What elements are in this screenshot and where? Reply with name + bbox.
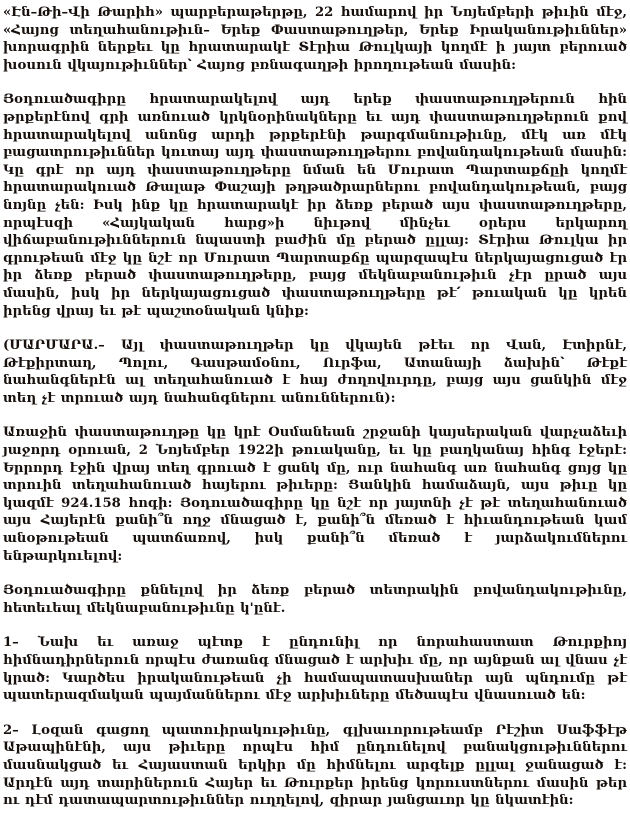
paragraph-marmara-editorial-note: (ՄԱՐՄԱՐԱ.– Այլ փաստաթուղթեր կը վկայեն թէեւ որ Վան, Էտիրնէ, Թէքիրտաղ, Պոլու, Գասթամօնու, Ուրֆա, Ատանայի ձախին՝ Թէքէ նահանգներէն ալ տեղահանուած է հայ ժողովուրդը, բայց այս ցանկին մէջ տեղ չէ տրուած այդ նահանգներու անուններուն): xyxy=(3,338,627,406)
paragraph-point-1: 1– Նախ եւ առաջ պէտք է ընդունիլ որ նորահաստատ Թուրքիոյ հիմնադիրներուն որպէս ժառանգ մնացած է արխիւ մը, որ այնքան ալ վնաս չէ կրած: Կարծես իրականութեան չի համապատասխաներ այն պնդումը թէ պատերազմական պայմաններու մէջ արխիւները մեծապէս վնասուած են: xyxy=(3,635,627,704)
paragraph-point-2: 2– Լօզան գացող պատուիրակութիւնը, գլխաւորութեամբ Րէշիտ Սաֆֆէթ Աթապինէնի, այս թիւերը որպէս հիմ ընդունելով բանակցութիւններու մասնակցած եւ Հայաստան երկիր մը հիմնելու արգելք ըլլալ ջանացած է: Արդէն այդ տարիներուն Հայեր եւ Թուրքեր իրենց կորուստներու մասին թեր ու դէմ դատապարտութիւններ ուղղելով, զիրար յանցաւոր կը նկատէին: xyxy=(3,722,627,809)
paragraph-commentary-lead-in: Յօդուածագիրը քննելով իր ձեռք բերած տետրակին բովանդակութիւնը, հետեւեալ մեկնաբանութիւնը կ'ընէ. xyxy=(3,583,627,616)
paragraph-documents-description: Յօդուածագիրը հրատարակելով այդ երեք փաստաթուղթերուն հին թրքերէնով գրի առնուած կրկնօրինակները եւ այդ փաստաթուղթերուն քով հրատարակելով անոնց արդի թրքերէնի թարգմանութիւնը, մէկ առ մէկ բացատրութիւններ կուտայ այդ փաստաթուղթերու բովանդակութեան մասին: Կը գրէ որ այդ փաստաթուղթերը նման են Մուրատ Պարտաքճըի կողմէ հրատարակուած Թալաթ Փաշայի թղթածրարներու բովանդակութեան, բայց նոյնը չեն: Իսկ ինք կը հրատարակէ իր ձեռք բերած այս փաստաթուղթերը, որպէսզի «Հայկական հարց»ի նիւթով մինչեւ օրերս երկարող վիճաբանութիւններուն նպաստի բաժին մը բերած ըլլայ: Տէրիա Թուլկա իր գրութեան մէջ կը նշէ որ Մուրատ Պարտաքճը պարզապէս ներկայացուցած էր իր ձեռք բերած փաստաթուղթերը, բայց մեկնաբանութիւն չէր ըրած այս մասին, իսկ իր ներկայացուցած փաստաթուղթերը թէ՛ թուական կը կրեն իրենց վրայ եւ թէ պաշտօնական կնիք: xyxy=(3,92,627,319)
paragraph-intro: «Էն–Թի–Վի Թարիհ» պարբերաթերթը, 22 համարով իր Նոյեմբերի թիւին մէջ, «Հայոց տեղահանութիւն– Երեք Փաստաթուղթեր, Երեք Իրականութիւններ» խորագրին ներքեւ կը հրատարակէ Տէրիա Թուլկայի կողմէ ի յայտ բերուած խօսուն վկայութիւններ՝ Հայոց բռնագաղթի իրողութեան մասին: xyxy=(3,5,627,73)
paragraph-first-document-details: Առաջին փաստաթուղթը կը կրէ Օսմանեան շրջանի կայսերական վարչաձեւի յաջորդ օրուան, 2 Նոյեմբեր 1922ի թուականը, եւ կը բաղկանայ հինգ էջերէ: Երրորդ էջին վրայ տեղ գրուած է ցանկ մը, ուր նահանգ առ նահանգ ցոյց կը տրուին տեղահանուած հայերու թիւերը: Ցանկին համաձայն, այս թիւը կը կազմէ 924.158 հոգի: Յօդուածագիրը կը նշէ որ յայտնի չէ թէ տեղահանուած այս Հայերէն քանի՞ն ողջ մնացած է, քանի՞ն մեռած է հիւանդութեան կամ անօթութեան պատճառով, իսկ քանի՞ն մեռած է յարձակումներու ենթարկուելով: xyxy=(3,425,627,564)
